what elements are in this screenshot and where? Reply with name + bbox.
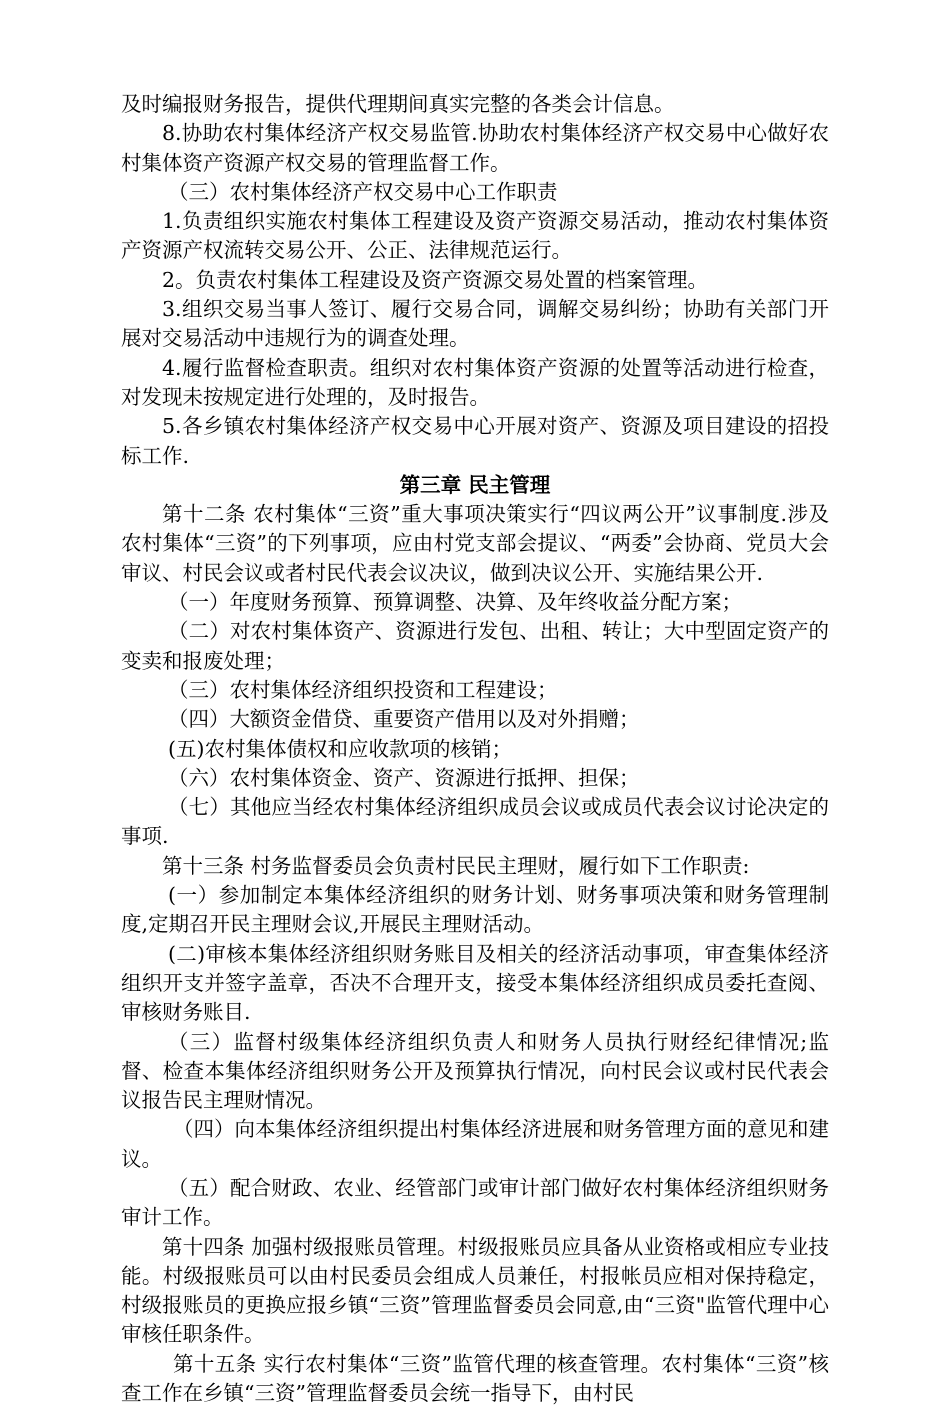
paragraph: （五）配合财政、农业、经管部门或审计部门做好农村集体经济组织财务审计工作。 [121,1175,829,1230]
paragraph: 3.组织交易当事人签订、履行交易合同，调解交易纠纷；协助有关部门开展对交易活动中违规行为的调查处理。 [121,297,829,351]
paragraph: （七）其他应当经农村集体经济组织成员会议或成员代表会议讨论决定的事项. [121,795,829,849]
paragraph: 4.履行监督检查职责。组织对农村集体资产资源的处置等活动进行检查，对发现未按规定进行处理的，及时报告。 [121,355,829,409]
paragraph: （二）对农村集体资产、资源进行发包、出租、转让；大中型固定资产的变卖和报废处理； [121,619,829,673]
paragraph: 第十二条 农村集体“三资”重大事项决策实行“四议两公开”议事制度.涉及农村集体“三资”的下列事项，应由村党支部会提议、“两委”会协商、党员大会审议、村民会议或者村民代表会议决议，做到决议公开、实施结果公开. [121,502,829,585]
paragraph: 8.协助农村集体经济产权交易监管.协助农村集体经济产权交易中心做好农村集体资产资源产权交易的管理监督工作。 [121,121,829,175]
chapter-title: 第三章 民主管理 [399,472,551,497]
paragraph: (一）参加制定本集体经济组织的财务计划、财务事项决策和财务管理制度,定期召开民主理财会议,开展民主理财活动。 [121,883,829,937]
paragraph: 及时编报财务报告，提供代理期间真实完整的各类会计信息。 [121,92,675,116]
paragraph: （三）监督村级集体经济组织负责人和财务人员执行财经纪律情况;监督、检查本集体经济组织财务公开及预算执行情况，向村民会议或村民代表会议报告民主理财情况。 [121,1029,829,1113]
paragraph: （三）农村集体经济组织投资和工程建设； [168,677,558,702]
paragraph: （一）年度财务预算、预算调整、决算、及年终收益分配方案； [168,590,742,615]
paragraph: （四）大额资金借贷、重要资产借用以及对外捐赠； [168,707,640,732]
document-body [121,90,829,1408]
paragraph: 2。负责农村集体工程建设及资产资源交易处置的档案管理。 [162,267,709,292]
paragraph: 第十五条 实行农村集体“三资”监管代理的核查管理。农村集体“三资”核查工作在乡镇“三资”管理监督委员会统一指导下，由村民 [121,1351,829,1406]
paragraph: （六）农村集体资金、资产、资源进行抵押、担保； [168,765,640,790]
paragraph: 1.负责组织实施农村集体工程建设及资产资源交易活动，推动农村集体资产资源产权流转交易公开、公正、法律规范运行。 [121,209,829,263]
paragraph: (二)审核本集体经济组织财务账目及相关的经济活动事项，审查集体经济组织开支并签字盖章，否决不合理开支，接受本集体经济组织成员委托查阅、审核财务账目. [121,941,829,1025]
paragraph: （三）农村集体经济产权交易中心工作职责 [168,179,558,204]
paragraph: 5.各乡镇农村集体经济产权交易中心开展对资产、资源及项目建设的招投标工作. [121,414,829,468]
paragraph: 第十四条 加强村级报账员管理。村级报账员应具备从业资格或相应专业技能。村级报账员可以由村民委员会组成人员兼任，村报帐员应相对保持稳定，村级报账员的更换应报乡镇“三资”管理监督委员会同意,由“三资"监管代理中心审核任职条件。 [121,1234,829,1347]
paragraph: (五)农村集体债权和应收款项的核销； [168,736,512,761]
paragraph: （四）向本集体经济组织提出村集体经济进展和财务管理方面的意见和建议。 [121,1117,829,1171]
paragraph: 第十三条 村务监督委员会负责村民民主理财，履行如下工作职责: [162,853,750,878]
